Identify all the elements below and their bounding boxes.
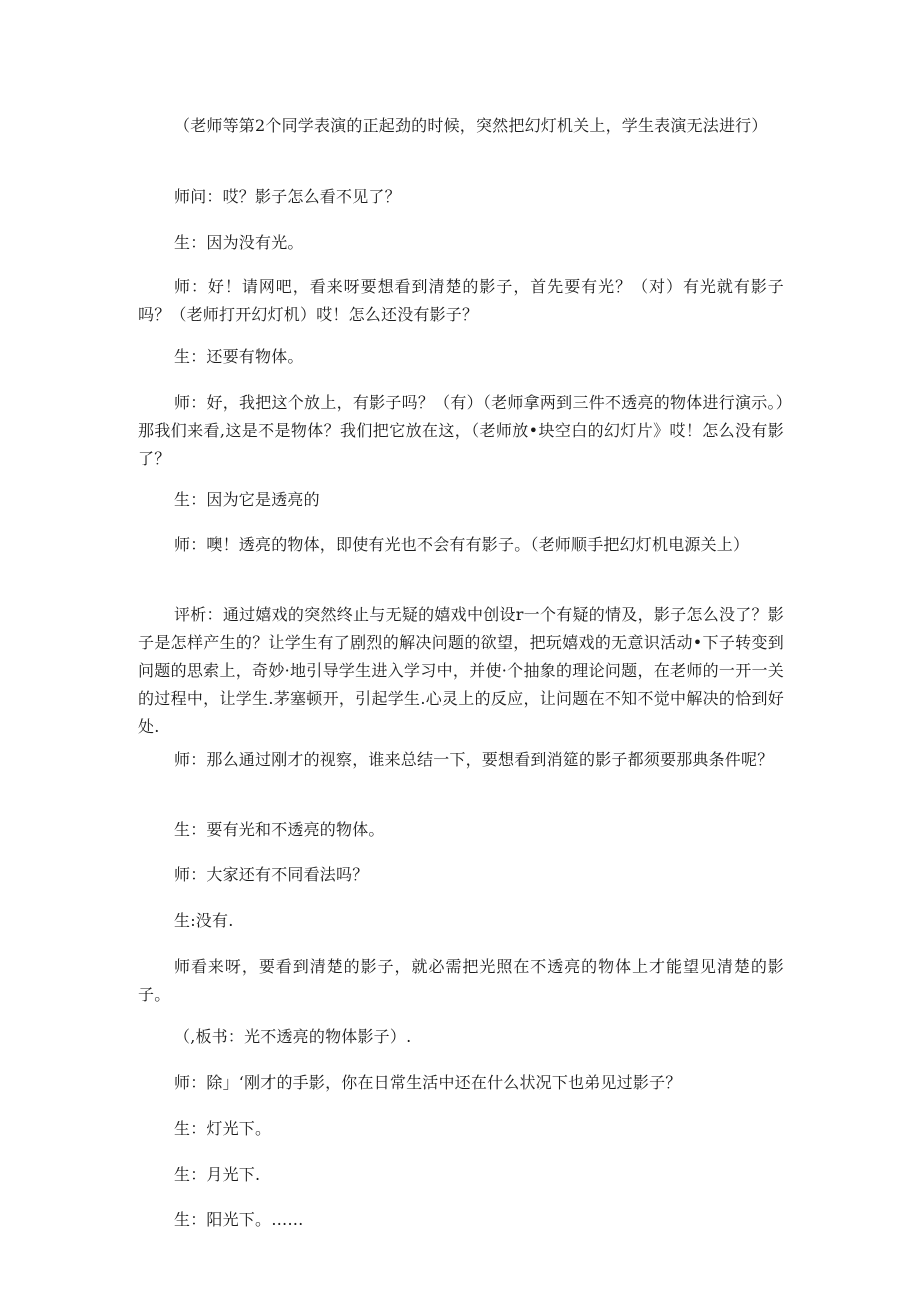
paragraph-student-answer: 生：因为它是透亮的 [174,490,320,509]
paragraph-student-answer: 生：灯光下。 [174,1119,272,1138]
paragraph-teacher-remark: 师看来呀，要看到清楚的影子，就必需把光照在不透亮的物体上才能望见清楚的影子。 [138,957,784,1004]
paragraph-teacher-remark: 师：好，我把这个放上，有影子吗？（有）（老师拿两到三件不透亮的物体进行演示。）那我们来看,这是不是物体？我们把它放在这，（老师放•块空白的幻灯片》哎！怎么没有影了？ [138,393,784,468]
paragraph-teacher-remark: 师：噢！透亮的物体，即使有光也不会有有影子。（老师顺手把幻灯机电源关上） [174,535,750,554]
paragraph-stage-direction: （老师等第2个同学表演的正起劲的时候，突然把幻灯机关上，学生表演无法进行） [174,116,768,135]
paragraph-student-answer: 生：还要有物体。 [174,347,304,366]
paragraph-student-answer: 生：月光下. [174,1165,261,1184]
paragraph-student-answer: 生：阳光下。…… [174,1210,304,1229]
paragraph-student-answer: 生:没有. [174,911,234,930]
paragraph-teacher-remark: 师：好！请网吧，看来呀要想看到清楚的影子，首先要有光？（对）有光就有影子吗？（老师打开幻灯机）哎！怎么还没有影子？ [138,277,784,324]
paragraph-student-answer: 生：要有光和不透亮的物体。 [174,820,385,839]
paragraph-teacher-question: 师问：哎？影子怎么看不见了？ [174,187,401,206]
paragraph-blackboard-note: （,板书：光不透亮的物体影子）. [174,1027,412,1046]
paragraph-teacher-question: 师：大家还有不同看法吗？ [174,865,369,884]
paragraph-teacher-question: 师：除」‘刚才的手影，你在日常生活中还在什么状况下也弟见过影子？ [174,1073,682,1092]
paragraph-teacher-question: 师：那么通过刚才的视察，谁来总结一下，要想看到消筵的影子都须要那典条件呢？ [174,750,774,769]
paragraph-student-answer: 生：因为没有光。 [174,233,304,252]
paragraph-commentary: 评析：通过嬉戏的突然终止与无疑的嬉戏中创设r一个有疑的情及，影子怎么没了？影子是怎样产生的？让学生有了剧烈的解决问题的欲望，把玩嬉戏的无意识活动•下子转变到问题的思索上，奇妙·地引导学生进入学习中，并使·个抽象的理论问题，在老师的一开一关的过程中，让学生.茅塞顿开，引起学生.心灵上的反应，让问题在不知不觉中解决的恰到好处. [138,605,784,736]
